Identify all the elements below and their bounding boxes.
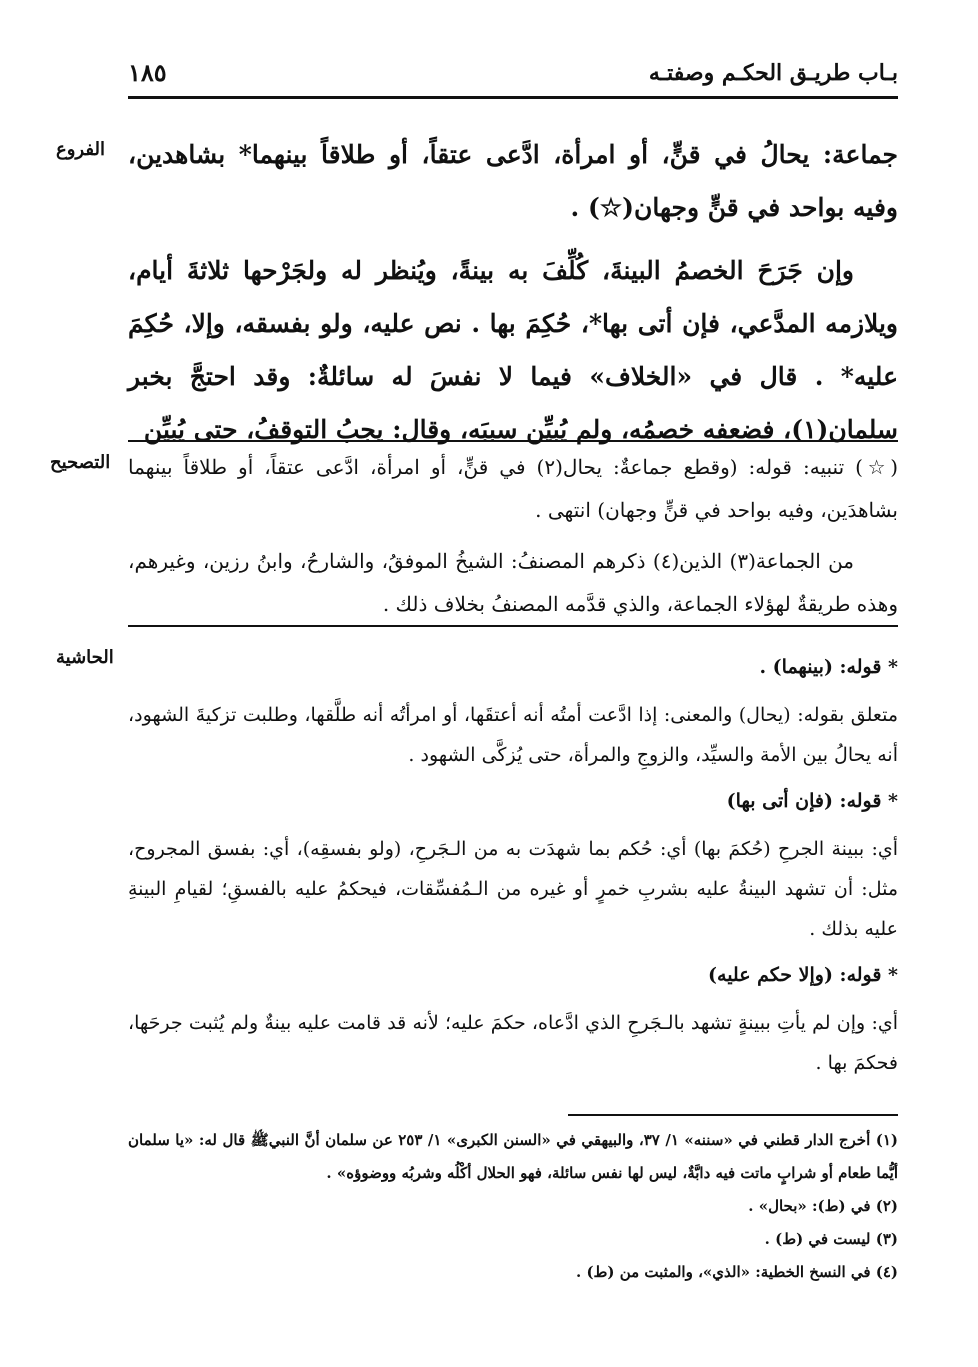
page-header	[128, 56, 898, 99]
furu-paragraph-1: جماعة: يحالُ في قنٍّ، أو امرأة، ادَّعى عتقاً، أو طلاقاً بينهما* بشاهدين، وفيه بواحد في قنٍّ وجهان(☆) .	[128, 140, 898, 222]
label-hashiya: الحاشية	[56, 647, 114, 668]
footnotes	[128, 1124, 898, 1289]
hashiya-lemma: * قوله: (بينهما) .	[759, 656, 898, 678]
label-tashih: التصحيح	[50, 452, 111, 473]
furu-section	[128, 128, 898, 456]
tashih-paragraph-1: (☆) تنبيه: قوله: (وقطع جماعةٌ: يحال(٢) في قنٍّ، أو امرأة، ادَّعى عتقاً، أو طلاقاً بينهما بشاهدَين، وفيه بواحد في قنٍّ وجهان) انتهى .	[128, 455, 899, 522]
footnote-divider	[568, 1114, 898, 1116]
running-title: بـاب طريـق الحكـم وصفتـه	[648, 60, 898, 86]
footnote-3: (٣) ليست في (ط) .	[764, 1230, 898, 1248]
section-divider	[128, 440, 898, 442]
hashiya-lemma: * قوله: (فإن أتى بها)	[726, 790, 898, 812]
hashiya-commentary: أي: ببينة الجرحِ (حُكمَ بها) أي: حُكم بما شهدَت به من الـجَرحِ، (ولو بفسقِه)، أي: بفسق المجروح، مثل: أن تشهد البينةُ عليه بشربِ خمرٍ أو غيره من الـمُفسِّقات، فيحكمُ عليه بالفسقِ؛ لقيامِ البينةِ عليه بذلك .	[128, 838, 898, 940]
footnote-2: (٢) في (ط): «بحال» .	[748, 1197, 898, 1215]
page-number: ١٨٥	[128, 58, 167, 87]
section-divider	[128, 625, 898, 627]
tashih-section	[128, 446, 898, 626]
hashiya-lemma: * قوله: (وإلا حكم عليه)	[708, 964, 898, 986]
label-furu: الفروع	[56, 139, 105, 160]
hashiya-section	[128, 647, 898, 1083]
hashiya-commentary: متعلق بقوله: (يحال) والمعنى: إذا ادَّعت أمتُه أنه أعتقَها، أو امرأتُه أنه طلَّقها، وطلبت تزكيةَ الشهود، أنه يحالُ بين الأمة والسيِّد، والزوجِ والمرأة، حتى يُزكَّى الشهود .	[128, 704, 898, 766]
tashih-paragraph-2: من الجماعة(٣) الذين(٤) ذكرهم المصنفُ: الشيخُ الموفقُ، والشارحُ، وابنُ رزين، وغيرهم، وهذه طريقةٌ لهؤلاء الجماعة، والذي قدَّمه المصنفُ بخلاف ذلك .	[128, 549, 898, 616]
furu-paragraph-2: وإن جَرَحَ الخصمُ البينةَ، كُلِّفَ به بينةً، ويُنظر له ولجَرْحها ثلاثةَ أيام، ويلازمه المدَّعي، فإن أتى بها*، حُكِمَ بها . نص عليه، ولو بفسقه، وإلا، حُكِمَ عليه* . قال في «الخلاف» فيما لا نفسَ له سائلةٌ: وقد احتجَّ بخبر سلمان(١)، فضعفه خصمُه، ولم يُبيِّن سببَه، وقال: يجبُ التوقفُ، حتى يُبيِّن	[128, 256, 898, 444]
footnote-4: (٤) في النسخ الخطية: «الذي»، والمثبت من (ط) .	[576, 1263, 898, 1281]
hashiya-commentary: أي: وإن لم يأتِ ببينةٍ تشهد بالـجَرحِ الذي ادَّعاه، حكمَ عليه؛ لأنه قد قامت عليه بينةٌ ولم يُثبت جرحَها، فحكمَ بها .	[128, 1012, 898, 1074]
footnote-1: (١) أخرج الدار قطني في «سننه» ١/ ٣٧، والبيهقي في «السنن الكبرى» ١/ ٢٥٣ عن سلمان أنَّ النبيﷺ قال له: «يا سلمان أيُّما طعام أو شرابٍ ماتت فيه دابَّةٌ، ليس لها نفس سائلة، فهو الحلال أكْلُه وشربُه ووضوؤه» .	[128, 1131, 898, 1182]
